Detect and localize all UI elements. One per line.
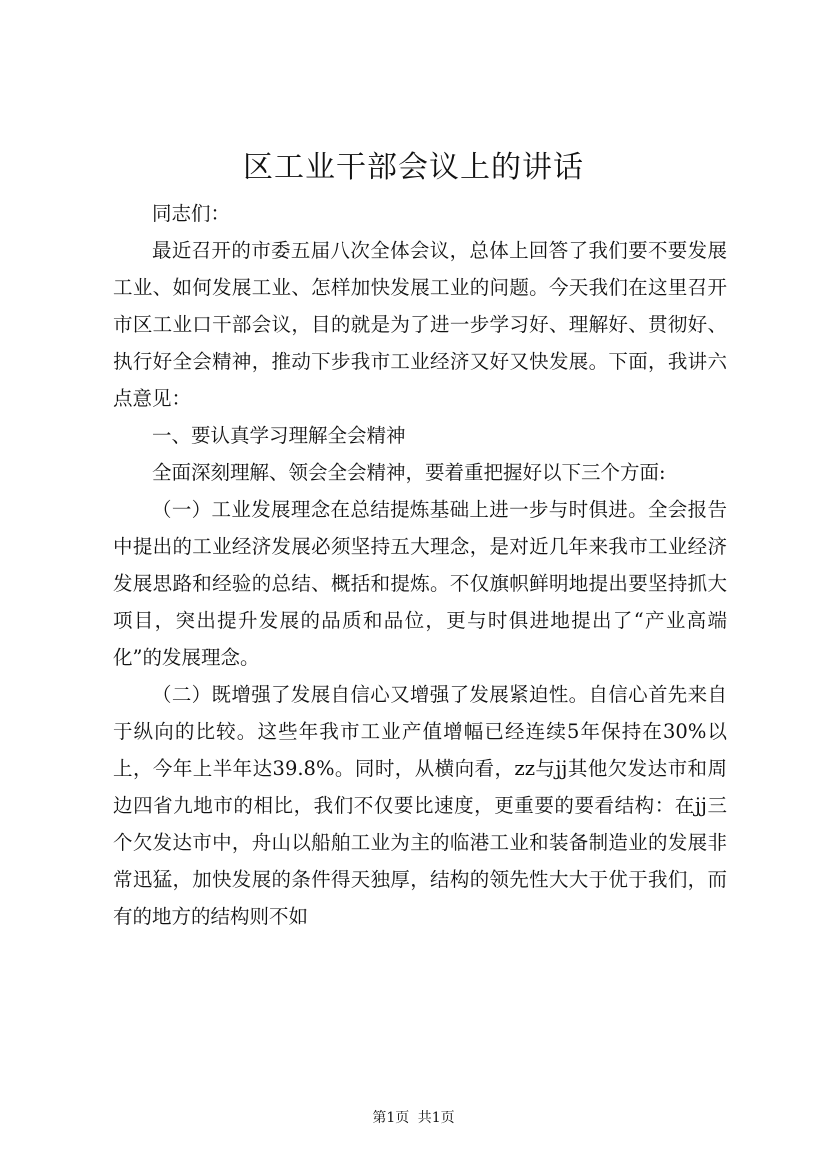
paragraph-intro: 最近召开的市委五届八次全体会议，总体上回答了我们要不要发展工业、如何发展工业、怎样加快发展工业的问题。今天我们在这里召开市区工业口干部会议，目的就是为了进一步学习好、理解好、贯彻好、执行好全会精神，推动下步我市工业经济又好又快发展。下面，我讲六点意见：	[113, 239, 727, 410]
document-body	[113, 195, 727, 935]
paragraph-point-1: （一）工业发展理念在总结提炼基础上进一步与时俱进。全会报告中提出的工业经济发展必须坚持五大理念，是对近几年来我市工业经济发展思路和经验的总结、概括和提炼。不仅旗帜鲜明地提出要坚持抓大项目，突出提升发展的品质和品位，更与时俱进地提出了“产业高端化”的发展理念。	[113, 498, 727, 669]
page-total: 共1页	[417, 1110, 455, 1126]
page-number: 第1页	[372, 1110, 410, 1126]
page-footer	[0, 1108, 827, 1128]
paragraph-overview: 全面深刻理解、领会全会精神，要着重把握好以下三个方面:	[152, 461, 666, 484]
paragraph-point-2: （二）既增强了发展自信心又增强了发展紧迫性。自信心首先来自于纵向的比较。这些年我市工业产值增幅已经连续5年保持在30%以上，今年上半年达39.8%。同时，从横向看，zz与jj其他欠发达市和周边四省九地市的相比，我们不仅要比速度，更重要的要看结构：在jj三个欠发达市中，舟山以船舶工业为主的临港工业和装备制造业的发展非常迅猛，加快发展的条件得天独厚，结构的领先性大大于优于我们，而有的地方的结构则不如	[113, 683, 727, 928]
document-title: 区工业干部会议上的讲话	[243, 150, 584, 185]
paragraph-greeting: 同志们：	[152, 202, 231, 225]
section-heading: 一、要认真学习理解全会精神	[152, 424, 406, 447]
